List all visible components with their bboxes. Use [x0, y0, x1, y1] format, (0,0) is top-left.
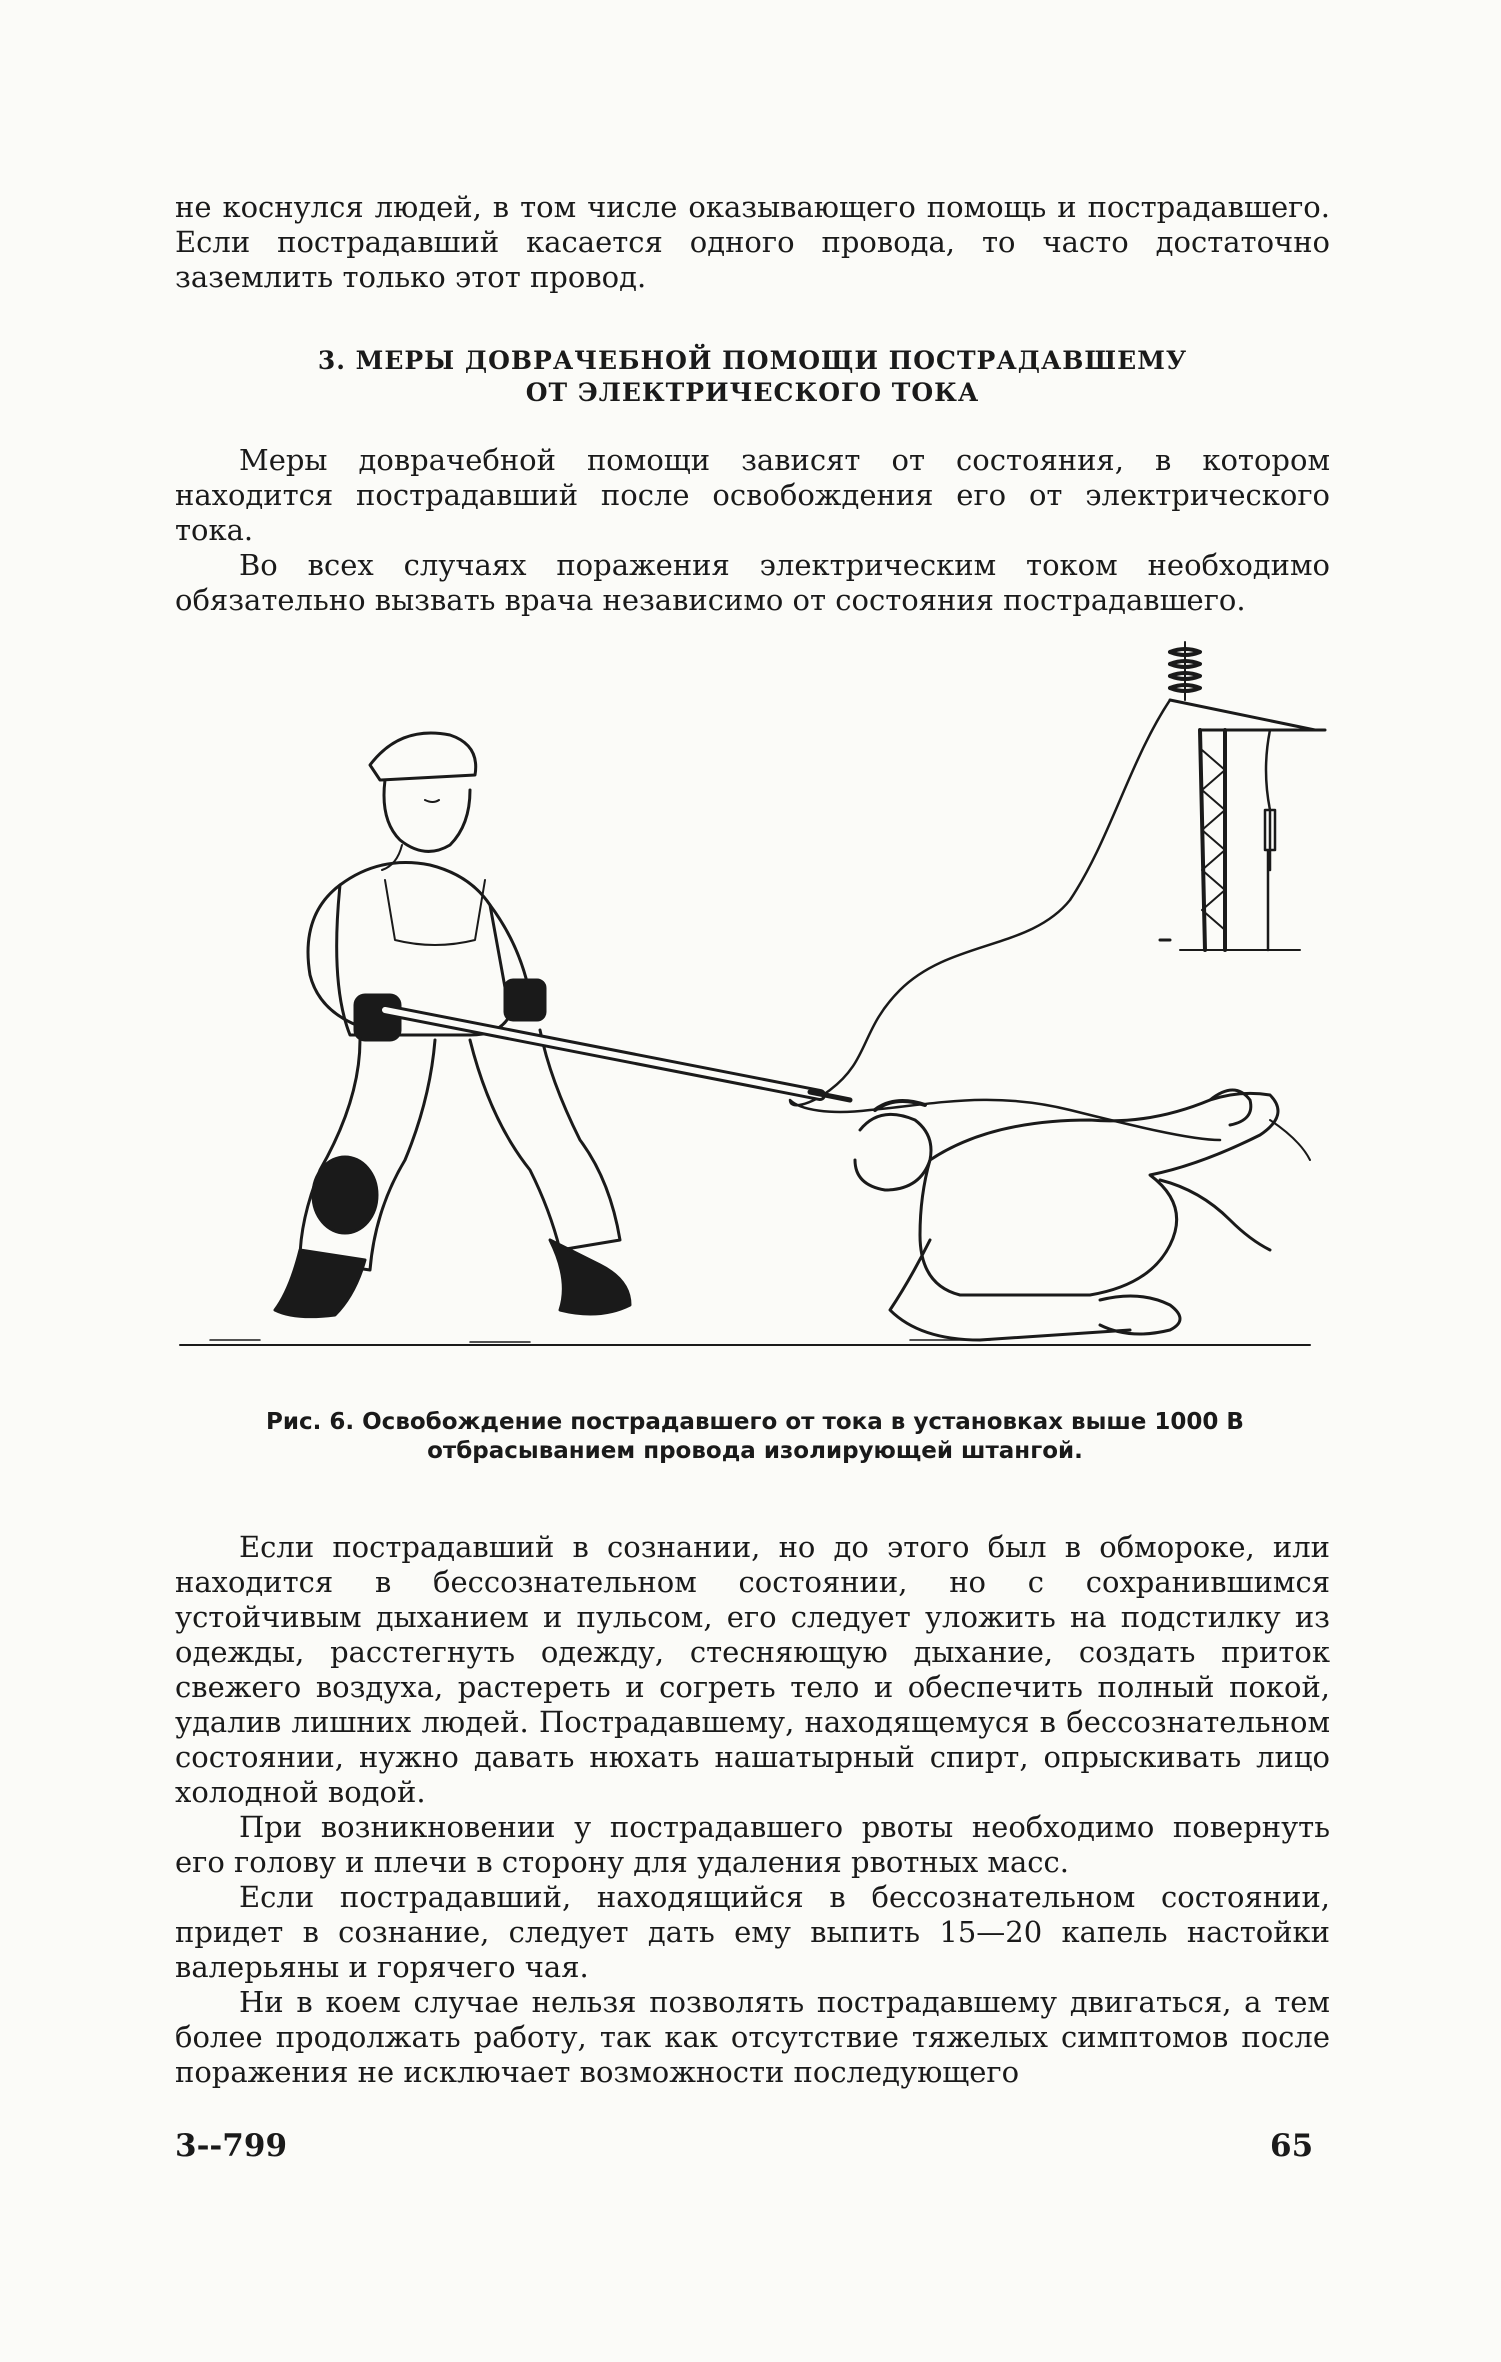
- figure-caption-line-2: отбрасыванием провода изолирующей штангой.: [427, 1438, 1083, 1464]
- power-tower-icon: [1160, 642, 1325, 950]
- figure-illustration: [170, 640, 1340, 1390]
- section-heading-line-1: 3. МЕРЫ ДОВРАЧЕБНОЙ ПОМОЩИ ПОСТРАДАВШЕМУ: [317, 346, 1188, 375]
- intro-paragraph-1: Меры доврачебной помощи зависят от состояния, в котором находится пострадавший после освобождения его от электрического тока.: [175, 443, 1330, 547]
- victim-figure: [855, 1090, 1310, 1340]
- top-paragraph-block: [175, 190, 1330, 295]
- fallen-wire: [790, 700, 1220, 1140]
- page-number: 65: [1270, 2128, 1314, 2164]
- insulating-rod: [385, 1010, 850, 1100]
- section-heading-line-2: ОТ ЭЛЕКТРИЧЕСКОГО ТОКА: [525, 378, 980, 407]
- body-paragraphs: [175, 1530, 1330, 2090]
- figure-caption: [200, 1408, 1310, 1466]
- intro-paragraphs: [175, 443, 1330, 618]
- body-paragraph-1: Если пострадавший в сознании, но до этого был в обмороке, или находится в бессознательном состоянии, но с сохранившимся устойчивым дыханием и пульсом, его следует уложить на подстилку из одежды, расстегнуть одежду, стесняющую дыхание, создать приток свежего воздуха, растереть и согреть тело и обеспечить полный покой, удалив лишних людей. Пострадавшему, находящемуся в бессознательном состоянии, нужно давать нюхать нашатырный спирт, опрыскивать лицо холодной водой.: [175, 1530, 1330, 1809]
- section-heading: [175, 345, 1330, 409]
- body-paragraph-4: Ни в коем случае нельзя позволять пострадавшему двигаться, а тем более продолжать работу, так как отсутствие тяжелых симптомов после поражения не исключает возможности последующего: [175, 1985, 1330, 2089]
- figure-caption-line-1: Рис. 6. Освобождение пострадавшего от тока в установках выше 1000 В: [266, 1409, 1244, 1435]
- paragraph-continuation: не коснулся людей, в том числе оказывающего помощь и пострадавшего. Если пострадавший касается одного провода, то часто достаточно заземлить только этот провод.: [175, 190, 1330, 294]
- body-paragraph-3: Если пострадавший, находящийся в бессознательном состоянии, придет в сознание, следует дать ему выпить 15—20 капель настойки валерьяны и горячего чая.: [175, 1880, 1330, 1984]
- rescue-illustration: [170, 640, 1340, 1390]
- intro-paragraph-2: Во всех случаях поражения электрическим током необходимо обязательно вызвать врача независимо от состояния пострадавшего.: [175, 548, 1330, 617]
- body-paragraph-2: При возникновении у пострадавшего рвоты необходимо повернуть его голову и плечи в сторону для удаления рвотных масс.: [175, 1810, 1330, 1879]
- printer-signature: 3--799: [175, 2128, 288, 2164]
